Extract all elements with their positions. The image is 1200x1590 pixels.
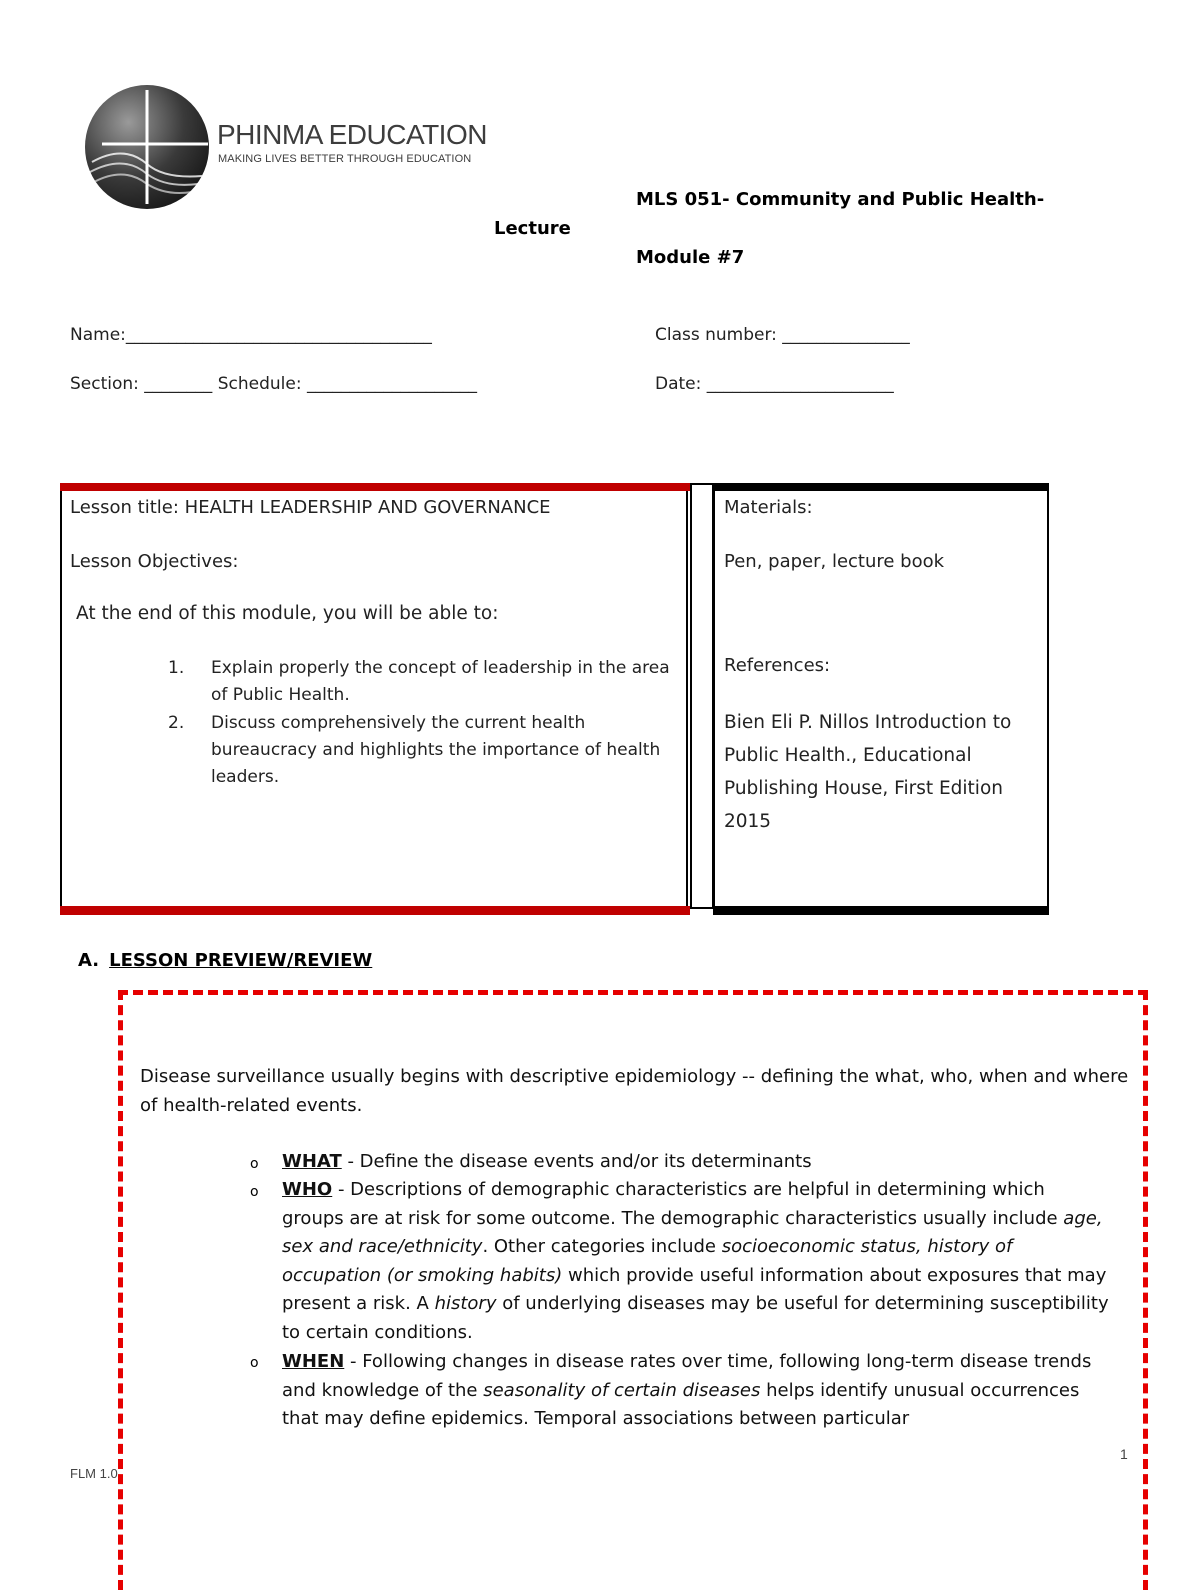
- logo-tagline: MAKING LIVES BETTER THROUGH EDUCATION: [218, 153, 472, 165]
- preview-intro-paragraph: Disease surveillance usually begins with descriptive epidemiology -- defining the what, who, when and where of health-related events.: [140, 1066, 1129, 1116]
- who-text: which provide useful information about exposures that may present a risk. A: [282, 1264, 1107, 1314]
- bullet-icon: o: [250, 1355, 259, 1371]
- class-number-field[interactable]: Class number: _______________: [655, 325, 910, 345]
- lesson-box-top-bar: [60, 483, 690, 491]
- objective-number: 1.: [168, 658, 185, 678]
- course-title: MLS 051- Community and Public Health-: [636, 189, 1045, 210]
- when-text: - Following changes in disease rates over time, following long-term disease trends and knowledge of the: [282, 1351, 1092, 1401]
- logo-title: PHINMA EDUCATION: [217, 119, 487, 150]
- objectives-intro: At the end of this module, you will be able to:: [76, 603, 499, 624]
- materials-text: Pen, paper, lecture book: [724, 551, 945, 572]
- who-text: - Descriptions of demographic characteristics are helpful in determining which groups are at risk for some outcome. The demographic characteristics usually include: [282, 1179, 1064, 1229]
- footer-flm: FLM 1.0: [70, 1466, 118, 1481]
- bullet-icon: o: [250, 1184, 259, 1200]
- when-italic: seasonality of certain diseases: [483, 1379, 761, 1401]
- bullet-icon: o: [250, 1156, 259, 1172]
- section-letter: A.: [78, 950, 100, 971]
- name-field[interactable]: Name:____________________________________: [70, 325, 432, 345]
- list-item-when: [282, 1348, 1112, 1434]
- term-when: WHEN: [282, 1351, 345, 1372]
- objective-text: Discuss comprehensively the current health bureaucracy and highlights the importance of health leaders.: [211, 713, 661, 787]
- references-text: Bien Eli P. Nillos Introduction to Public Health., Educational Publishing House, First Edition 2015: [724, 712, 1012, 832]
- who-italic: age, sex and race/ethnicity: [282, 1207, 1103, 1257]
- references-label: References:: [724, 655, 831, 676]
- objective-number: 2.: [168, 713, 185, 733]
- lesson-title: Lesson title: HEALTH LEADERSHIP AND GOVERNANCE: [70, 497, 551, 518]
- phinma-logo-icon: [84, 84, 210, 210]
- objective-text: Explain properly the concept of leadership in the area of Public Health.: [211, 658, 670, 705]
- section-schedule-field[interactable]: Section: ________ Schedule: ____________________: [70, 374, 477, 394]
- what-text: - Define the disease events and/or its determinants: [341, 1151, 812, 1172]
- term-who: WHO: [282, 1179, 333, 1200]
- who-text: . Other categories include: [482, 1236, 722, 1257]
- materials-box-top-bar: [713, 483, 1049, 491]
- list-item-who: [282, 1176, 1112, 1347]
- lesson-box-bottom-bar: [60, 906, 690, 915]
- page-number: 1: [1120, 1446, 1128, 1462]
- materials-label: Materials:: [724, 497, 813, 518]
- course-subtitle: Lecture: [494, 218, 571, 239]
- date-field[interactable]: Date: ______________________: [655, 374, 894, 394]
- term-what: WHAT: [282, 1151, 342, 1172]
- module-number: Module #7: [636, 247, 745, 268]
- section-heading: [78, 950, 372, 971]
- who-text: of underlying diseases may be useful for determining susceptibility to certain conditions.: [282, 1293, 1109, 1343]
- box-divider: [690, 483, 714, 909]
- who-italic: socioeconomic status, history of occupation (or smoking habits): [282, 1236, 1013, 1286]
- who-italic: history: [434, 1293, 497, 1314]
- objectives-label: Lesson Objectives:: [70, 551, 239, 572]
- list-item-what: [282, 1148, 1112, 1177]
- section-label: LESSON PREVIEW/REVIEW: [109, 950, 373, 971]
- materials-box-bottom-bar: [713, 906, 1049, 915]
- when-text: helps identify unusual occurrences that may define epidemics. Temporal associations between particular: [282, 1379, 1080, 1429]
